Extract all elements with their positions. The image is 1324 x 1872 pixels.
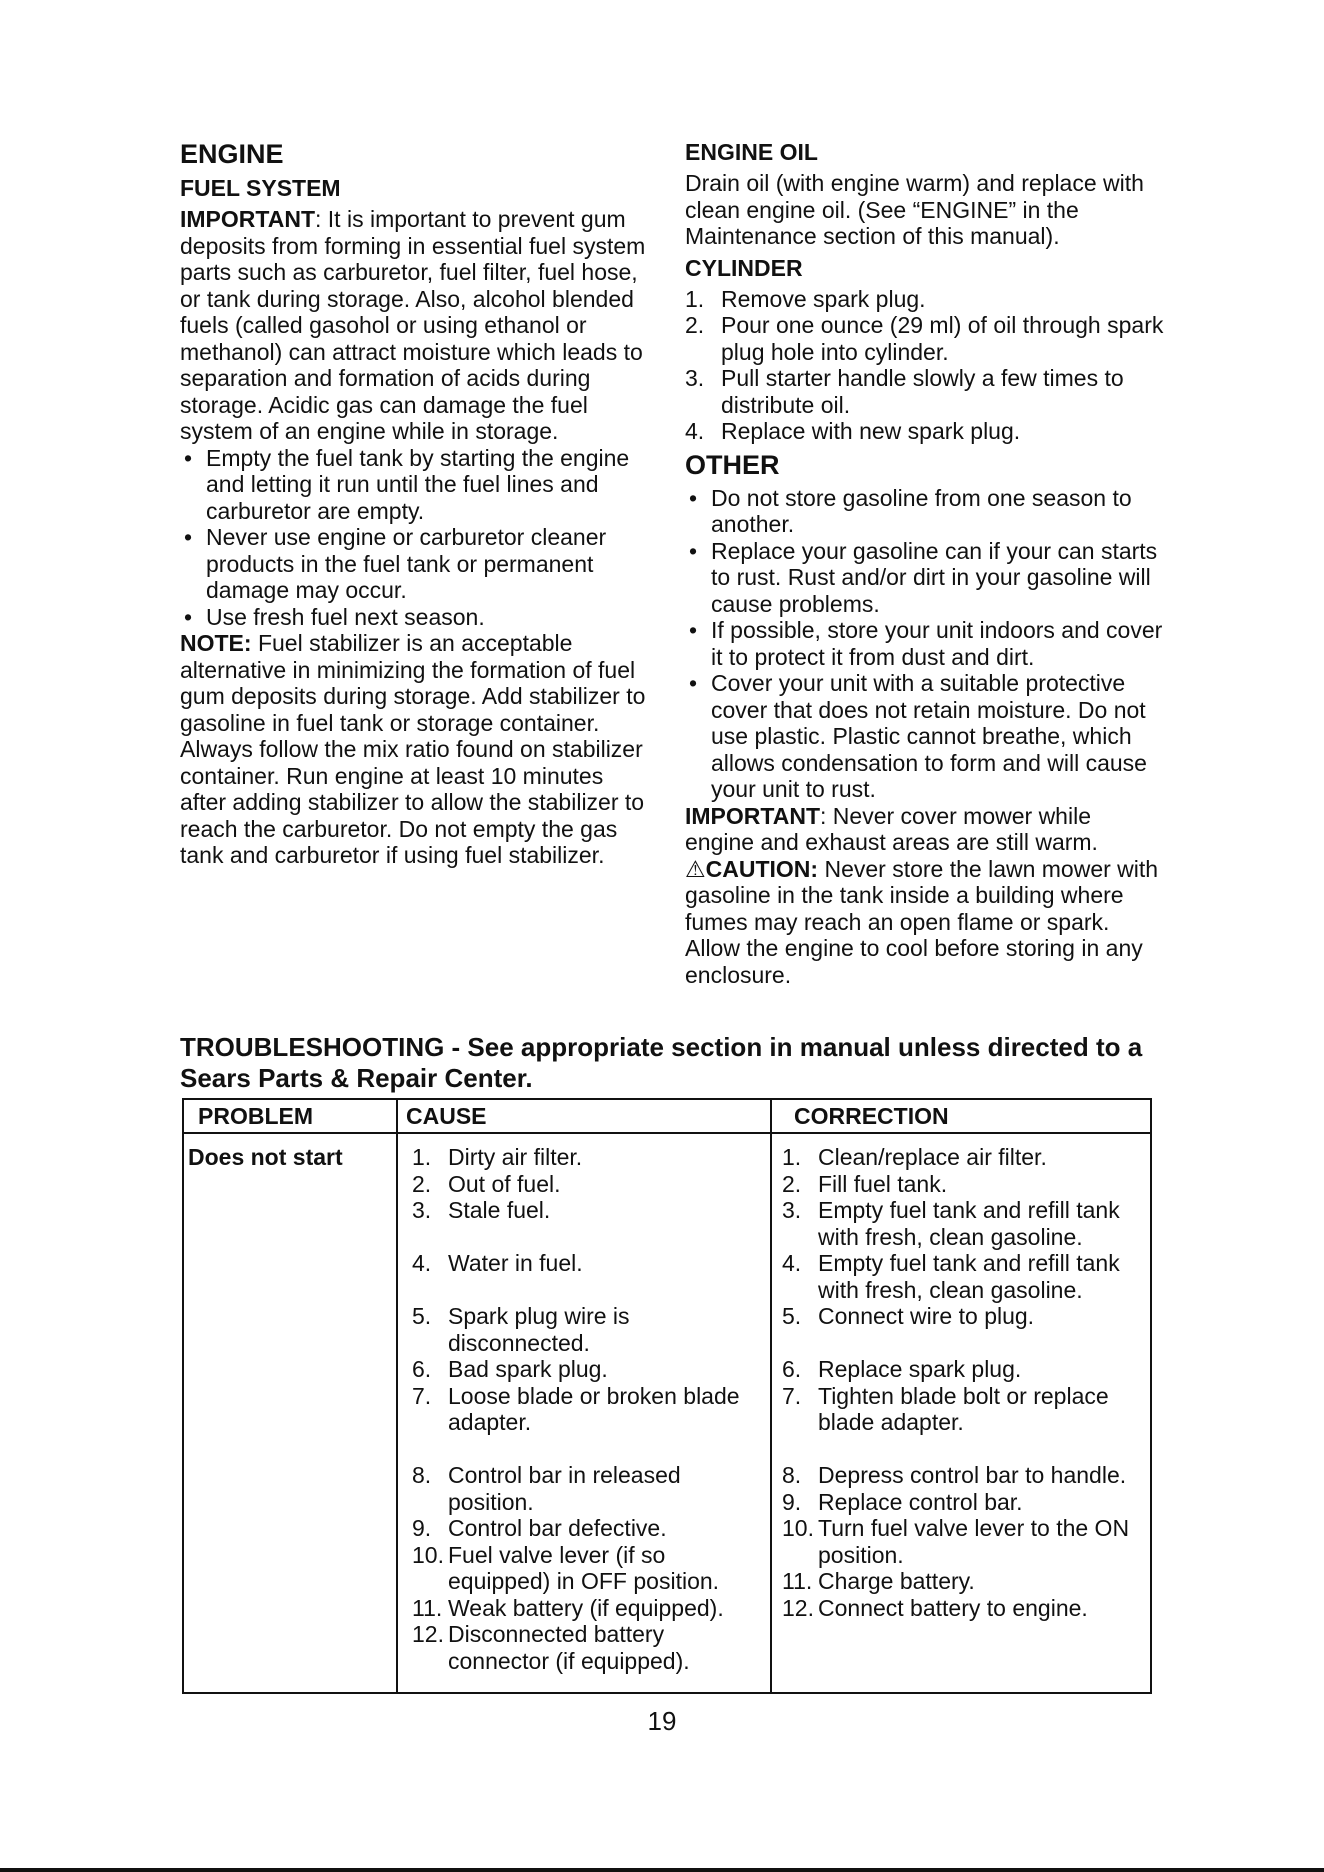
table-row: 6. Replace spark plug. [782, 1356, 1022, 1382]
left-column [180, 138, 655, 869]
cause-cell [412, 1144, 752, 1674]
table-divider [770, 1100, 772, 1692]
list-item: 4. Replace with new spark plug. [685, 418, 1021, 444]
other-important-paragraph [685, 803, 1165, 856]
table-row: 5. Spark plug wire is disconnected. [412, 1303, 630, 1356]
table-row: 1. Clean/replace air filter. [782, 1144, 1047, 1170]
table-row: 2. Fill fuel tank. [782, 1170, 948, 1197]
table-row: 7. Loose blade or broken blade adapter. [412, 1382, 740, 1435]
correction-cell [782, 1144, 1154, 1621]
list-item: • Use fresh fuel next season. [180, 604, 655, 631]
note-text: Fuel stabilizer is an acceptable alternative in minimizing the formation of fuel gum deposits during storage. Add stabilizer to gasoline in fuel tank or storage container. Always follow the mix ratio found on stabilizer container. Run engine at least 10 minutes after adding stabilizer to allow the stabilizer to reach the carburetor. Do not empty the gas tank and carburetor if using fuel stabilizer. [180, 630, 646, 868]
table-row: 4. Water in fuel. [412, 1250, 583, 1276]
table-row: 1. Dirty air filter. [412, 1144, 583, 1170]
bottom-rule [0, 1868, 1324, 1872]
table-row: 3. Stale fuel. [412, 1197, 551, 1223]
list-item: • Replace your gasoline can if your can starts to rust. Rust and/or dirt in your gasoline will cause problems. [685, 538, 1165, 618]
important-text: : Never cover mower while engine and exhaust areas are still warm. [685, 802, 1098, 855]
list-item: • Empty the fuel tank by starting the engine and letting it run until the fuel lines and carburetor are empty. [180, 445, 655, 525]
caution-text: Never store the lawn mower with gasoline in the tank inside a building where fumes may reach an open flame or spark. Allow the engine to cool before storing in any enclosure. [685, 855, 1159, 988]
list-item: • Never use engine or carburetor cleaner products in the fuel tank or permanent damage may occur. [180, 524, 655, 604]
other-bullet-list [685, 485, 1165, 803]
cylinder-steps [685, 286, 1165, 445]
list-item: 3. Pull starter handle slowly a few times to distribute oil. [685, 365, 1124, 418]
note-paragraph [180, 630, 655, 869]
table-row: 3. Empty fuel tank and refill tank with fresh, clean gasoline. [782, 1197, 1120, 1250]
list-item: 2. Pour one ounce (29 ml) of oil through spark plug hole into cylinder. [685, 312, 1164, 365]
table-row: 5. Connect wire to plug. [782, 1303, 1035, 1329]
caution-label: CAUTION: [705, 855, 819, 882]
table-row: 10. Fuel valve lever (if so equipped) in OFF position. [412, 1541, 720, 1594]
table-row: 11. Weak battery (if equipped). [412, 1594, 724, 1621]
table-divider [396, 1100, 398, 1692]
right-column [685, 138, 1165, 988]
col-correction-header: CORRECTION [794, 1103, 949, 1129]
table-row: 12. Connect battery to engine. [782, 1594, 1088, 1621]
list-item: • Cover your unit with a suitable protective cover that does not retain moisture. Do not use plastic. Plastic cannot breathe, which allows condensation to form and will cause your unit to rust. [685, 670, 1165, 803]
table-row: 6. Bad spark plug. [412, 1356, 608, 1382]
important-label: IMPORTANT [180, 206, 316, 232]
engine-oil-heading: ENGINE OIL [685, 139, 818, 165]
table-row: 9. Replace control bar. [782, 1488, 1023, 1515]
table-row: 4. Empty fuel tank and refill tank with fresh, clean gasoline. [782, 1250, 1120, 1303]
cause-list [412, 1144, 752, 1674]
note-label: NOTE: [180, 630, 252, 656]
correction-list [782, 1144, 1154, 1621]
page-number: 19 [647, 1706, 677, 1736]
table-header [184, 1100, 1150, 1134]
fuel-important-paragraph [180, 206, 655, 445]
col-cause-header: CAUSE [406, 1103, 487, 1129]
problem-cell: Does not start [188, 1144, 343, 1170]
engine-oil-text: Drain oil (with engine warm) and replace with clean engine oil. (See “ENGINE” in the Maintenance section of this manual). [685, 170, 1144, 249]
cylinder-heading: CYLINDER [685, 254, 803, 281]
table-row: 9. Control bar defective. [412, 1515, 667, 1541]
col-problem-header: PROBLEM [198, 1103, 313, 1129]
table-row: 12. Disconnected battery connector (if equipped). [412, 1621, 690, 1674]
troubleshooting-heading: TROUBLESHOOTING - See appropriate section in manual unless directed to a Sears Parts & Repair Center. [180, 1032, 1143, 1093]
list-item: • Do not store gasoline from one season to another. [685, 485, 1165, 538]
table-row: 2. Out of fuel. [412, 1170, 561, 1197]
table-row: 11. Charge battery. [782, 1568, 975, 1594]
list-item: 1. Remove spark plug. [685, 285, 926, 312]
fuel-system-heading: FUEL SYSTEM [180, 175, 341, 201]
other-heading: OTHER [685, 449, 780, 480]
table-row: 8. Control bar in released position. [412, 1462, 681, 1515]
warning-icon: ⚠ [685, 855, 706, 882]
list-item: • If possible, store your unit indoors and cover it to protect it from dust and dirt. [685, 617, 1165, 670]
engine-heading: ENGINE [180, 139, 284, 169]
caution-paragraph [685, 856, 1165, 989]
table-row: 7. Tighten blade bolt or replace blade adapter. [782, 1382, 1109, 1435]
important-label: IMPORTANT [685, 802, 821, 829]
table-row: 8. Depress control bar to handle. [782, 1462, 1127, 1488]
fuel-bullet-list [180, 445, 655, 631]
table-row: 10. Turn fuel valve lever to the ON position. [782, 1515, 1130, 1568]
troubleshooting-table [182, 1098, 1152, 1694]
important-text: : It is important to prevent gum deposits from forming in essential fuel system parts such as carburetor, fuel filter, fuel hose, or tank during storage. Also, alcohol blended fuels (called gasohol or using ethanol or methanol) can attract moisture which leads to separation and formation of acids during storage. Acidic gas can damage the fuel system of an engine while in storage. [180, 206, 646, 444]
